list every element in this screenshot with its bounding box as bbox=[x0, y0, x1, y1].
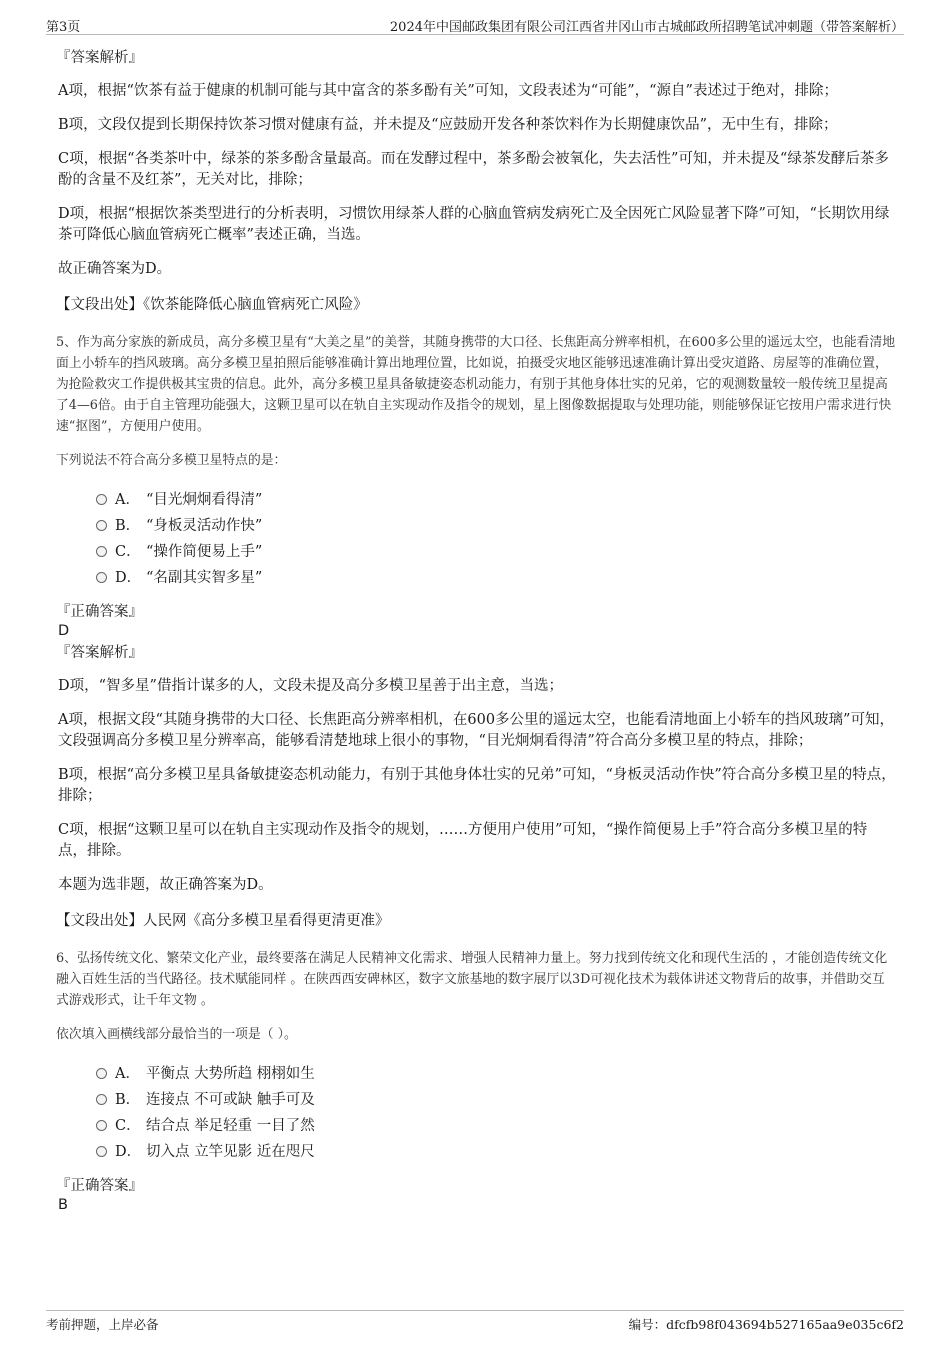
correct-answer: D bbox=[58, 623, 70, 639]
passage-source: 【文段出处】人民网《高分多模卫星看得更清更准》 bbox=[56, 913, 390, 929]
radio-icon[interactable] bbox=[96, 1068, 107, 1079]
radio-icon[interactable] bbox=[96, 1094, 107, 1105]
correct-answer-label: 『正确答案』 bbox=[56, 604, 143, 620]
analysis-paragraph: A项，根据“饮茶有益于健康的机制可能与其中富含的茶多酚有关”可知，文段表述为“可能”，“源自”表述过于绝对，排除； bbox=[58, 83, 838, 99]
option-text: “身板灵活动作快” bbox=[146, 518, 263, 534]
option-text: 平衡点 大势所趋 栩栩如生 bbox=[146, 1066, 315, 1082]
correct-answer-label: 『正确答案』 bbox=[56, 1178, 143, 1194]
option-text: 连接点 不可或缺 触手可及 bbox=[146, 1092, 315, 1108]
analysis-label: 『答案解析』 bbox=[56, 50, 143, 66]
analysis-paragraph: C项，根据“这颗卫星可以在轨自主实现动作及指令的规划，……方便用户使用”可知，“操作简便易上手”符合高分多模卫星的特点，排除。 bbox=[58, 822, 868, 859]
analysis-paragraph: B项，根据“高分多模卫星具备敏捷姿态机动能力，有别于其他身体壮实的兄弟”可知，“身板灵活动作快”符合高分多模卫星的特点，排除； bbox=[58, 767, 896, 804]
option-letter: A． bbox=[115, 492, 140, 508]
radio-icon[interactable] bbox=[96, 1120, 107, 1131]
analysis-conclusion: 故正确答案为D。 bbox=[58, 261, 172, 277]
correct-answer: B bbox=[58, 1197, 68, 1213]
option-text: “操作简便易上手” bbox=[146, 544, 263, 560]
radio-icon[interactable] bbox=[96, 494, 107, 505]
analysis-label: 『答案解析』 bbox=[56, 645, 143, 661]
document-id: 编号：dfcfb98f043694b527165aa9e035c6f2 bbox=[628, 1317, 904, 1332]
question-5-options bbox=[96, 486, 896, 590]
page-header bbox=[46, 14, 904, 35]
analysis-paragraph: B项，文段仅提到长期保持饮茶习惯对健康有益，并未提及“应鼓励开发各种茶饮料作为长期健康饮品”，无中生有，排除； bbox=[58, 117, 838, 133]
option-b[interactable] bbox=[96, 512, 896, 538]
document-title: 2024年中国邮政集团有限公司江西省井冈山市古城邮政所招聘笔试冲刺题（带答案解析） bbox=[389, 20, 904, 35]
option-text: 结合点 举足轻重 一目了然 bbox=[146, 1118, 315, 1134]
radio-icon[interactable] bbox=[96, 572, 107, 583]
question-6-text: 6、弘扬传统文化、繁荣文化产业，最终要落在满足人民精神文化需求、增强人民精神力量上。努力找到传统文化和现代生活的 ，才能创造传统文化融入百姓生活的当代路径。技术赋能同样 。在陕西西安碑林区，数字文旅基地的数字展厅以3D可视化技术为载体讲述文物背后的故事，并借助交互式游戏形式，让千年文物 。 bbox=[56, 951, 888, 1008]
option-text: “名副其实智多星” bbox=[146, 570, 263, 586]
question-5-text: 5、作为高分家族的新成员，高分多模卫星有“大美之星”的美誉，其随身携带的大口径、长焦距高分辨率相机，在600多公里的遥远太空，也能看清地面上小轿车的挡风玻璃。高分多模卫星拍照后能够准确计算出地理位置，比如说，拍摄受灾地区能够迅速准确计算出受灾道路、房屋等的准确位置，为抢险救灾工作提供极其宝贵的信息。此外，高分多模卫星具备敏捷姿态机动能力，有别于其他身体壮实的兄弟，它的观测数量较一般传统卫星提高了4—6倍。由于自主管理功能强大，这颗卫星可以在轨自主实现动作及指令的规划，星上图像数据提取与处理功能，则能够保证它按用户需求进行快速“抠图”，方便用户使用。 bbox=[56, 335, 896, 434]
option-letter: A． bbox=[115, 1066, 140, 1082]
option-letter: D． bbox=[115, 570, 142, 586]
option-d[interactable] bbox=[96, 1138, 896, 1164]
passage-source: 【文段出处】《饮茶能降低心脑血管病死亡风险》 bbox=[56, 297, 368, 313]
question-5-prompt: 下列说法不符合高分多模卫星特点的是： bbox=[56, 453, 287, 468]
analysis-paragraph: D项，“智多星”借指计谋多的人，文段未提及高分多模卫星善于出主意，当选； bbox=[58, 678, 563, 694]
option-a[interactable] bbox=[96, 486, 896, 512]
option-c[interactable] bbox=[96, 538, 896, 564]
analysis-paragraph: A项，根据文段“其随身携带的大口径、长焦距高分辨率相机，在600多公里的遥远太空，也能看清地面上小轿车的挡风玻璃”可知，文段强调高分多模卫星分辨率高，能够看清楚地球上很小的事物，“目光炯炯看得清”符合高分多模卫星的特点，排除； bbox=[58, 712, 894, 749]
radio-icon[interactable] bbox=[96, 1146, 107, 1157]
option-letter: B． bbox=[115, 518, 141, 534]
option-a[interactable] bbox=[96, 1060, 896, 1086]
analysis-conclusion: 本题为选非题，故正确答案为D。 bbox=[58, 877, 273, 893]
question-6-prompt: 依次填入画横线部分最恰当的一项是（ ）。 bbox=[56, 1027, 297, 1042]
option-letter: C． bbox=[115, 544, 141, 560]
question-6-options bbox=[96, 1060, 896, 1164]
option-d[interactable] bbox=[96, 564, 896, 590]
option-letter: C． bbox=[115, 1118, 141, 1134]
option-c[interactable] bbox=[96, 1112, 896, 1138]
page-number: 第3页 bbox=[46, 20, 81, 35]
page-content bbox=[56, 46, 896, 1215]
page-footer bbox=[46, 1310, 904, 1337]
radio-icon[interactable] bbox=[96, 520, 107, 531]
analysis-paragraph: D项，根据“根据饮茶类型进行的分析表明，习惯饮用绿茶人群的心脑血管病发病死亡及全因死亡风险显著下降”可知，“长期饮用绿茶可降低心脑血管病死亡概率”表述正确，当选。 bbox=[58, 206, 890, 243]
radio-icon[interactable] bbox=[96, 546, 107, 557]
option-letter: B． bbox=[115, 1092, 141, 1108]
option-letter: D． bbox=[115, 1144, 142, 1160]
footer-slogan: 考前押题，上岸必备 bbox=[46, 1317, 159, 1332]
option-text: “目光炯炯看得清” bbox=[146, 492, 263, 508]
analysis-paragraph: C项，根据“各类茶叶中，绿茶的茶多酚含量最高。而在发酵过程中，茶多酚会被氧化，失去活性”可知，并未提及“绿茶发酵后茶多酚的含量不及红茶”，无关对比，排除； bbox=[58, 151, 889, 188]
option-b[interactable] bbox=[96, 1086, 896, 1112]
option-text: 切入点 立竿见影 近在咫尺 bbox=[146, 1144, 315, 1160]
